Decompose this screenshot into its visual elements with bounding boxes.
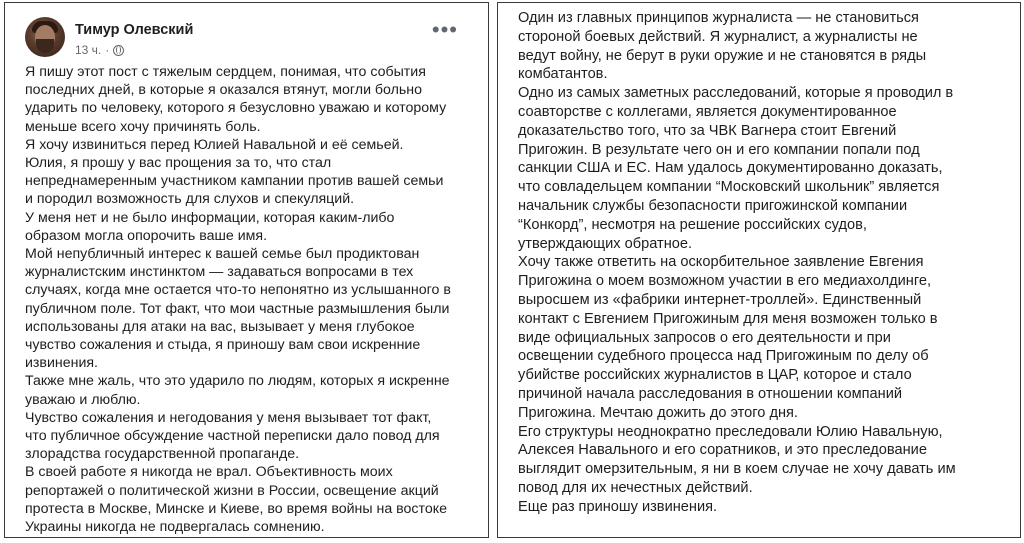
- text-line: случаях, когда мне остается что-то непонятно из услышанного в: [25, 282, 451, 299]
- text-line: протеста в Москве, Минске и Киеве, во время войны на востоке: [25, 500, 448, 517]
- text-line: выросшем из «фабрики интернет-троллей». Единственный: [518, 291, 922, 308]
- text-line: злорадства государственной пропаганде.: [25, 446, 300, 463]
- text-line: доказательство того, что за ЧВК Вагнера стоит Евгений: [518, 122, 897, 139]
- text-line: что публичное обсуждение частной переписки дало повод для: [25, 428, 440, 445]
- text-line: ведут войну, не берут в руки оружие и не становятся в ряды: [518, 47, 927, 64]
- post-text-left: [5, 63, 488, 536]
- text-line: соавторстве с коллегами, является документированное: [518, 103, 897, 120]
- text-line: Чувство сожаления и негодования у меня вызывает тот факт,: [25, 409, 432, 426]
- text-line: Пригожин. В результате чего он и его компании попали под: [518, 141, 920, 158]
- globe-icon: [113, 45, 124, 56]
- text-line: санкции США и ЕС. Нам удалось документированно доказать,: [518, 160, 943, 177]
- post-header: [5, 3, 488, 63]
- text-line: журналистским инстинктом — задаваться вопросами в тех: [25, 264, 414, 281]
- meta-separator: ·: [105, 43, 110, 57]
- text-line: начальник службы безопасности пригожинской компании: [518, 197, 908, 214]
- text-line: Юлия, я прошу у вас прощения за то, что стал: [25, 155, 332, 172]
- text-line: Пригожина. Мечтаю дожить до этого дня.: [518, 404, 798, 421]
- text-line: последних дней, в которые я оказался втянут, могли больно: [25, 82, 423, 99]
- text-line: Алексея Навального и его соратников, и это преследование: [518, 442, 927, 459]
- text-line: Я пишу этот пост с тяжелым сердцем, понимая, что события: [25, 64, 426, 80]
- text-line: Один из главных принципов журналиста — не становиться: [518, 10, 919, 26]
- text-line: Еще раз приношу извинения.: [518, 498, 718, 515]
- text-line: образом могла опорочить ваше имя.: [25, 227, 268, 244]
- post-screenshot-left: [4, 2, 489, 538]
- more-options-icon[interactable]: •••: [431, 17, 458, 42]
- text-line: убийстве российских журналистов в ЦАР, которое и стало: [518, 367, 912, 384]
- text-line: Одно из самых заметных расследований, которые я проводил в: [518, 85, 954, 102]
- text-line: У меня нет и не было информации, которая каким-либо: [25, 209, 395, 226]
- post-text-right: [498, 3, 1020, 517]
- text-line: стороной боевых действий. Я журналист, а журналисты не: [518, 28, 918, 45]
- text-line: уважаю и люблю.: [25, 391, 141, 408]
- text-line: Мой непубличный интерес к вашей семье был продиктован: [25, 246, 420, 263]
- text-line: ударить по человеку, которого я безусловно уважаю и которому: [25, 100, 447, 117]
- text-line: Его структуры неоднократно преследовали Юлию Навальную,: [518, 423, 943, 440]
- text-line: извинения.: [25, 355, 99, 372]
- text-line: меньше всего хочу причинять боль.: [25, 118, 261, 135]
- text-line: публичном поле. Тот факт, что мои частные размышления были: [25, 300, 450, 317]
- text-line: контакт с Евгением Пригожиным для меня возможен только в: [518, 310, 938, 327]
- post-timestamp[interactable]: 13 ч.: [75, 43, 102, 57]
- text-line: и породил возможность для слухов и спекуляций.: [25, 191, 355, 208]
- text-line: использованы для атаки на вас, вызывает у меня глубокое: [25, 318, 415, 335]
- text-line: утверждающих обратное.: [518, 235, 693, 252]
- text-line: Пригожина о моем возможном участии в его медиахолдинге,: [518, 273, 932, 290]
- text-line: виде официальных запросов о его деятельности и при: [518, 329, 891, 346]
- text-line: выглядит омерзительным, я ни в коем случае не хочу давать им: [518, 461, 956, 478]
- text-line: повод для их нечестных действий.: [518, 479, 753, 496]
- text-line: непреднамеренным участником кампании против вашей семьи: [25, 173, 444, 190]
- text-line: Хочу также ответить на оскорбительное заявление Евгения: [518, 254, 924, 271]
- avatar[interactable]: [25, 17, 65, 57]
- text-line: В своей работе я никогда не врал. Объективность моих: [25, 464, 393, 481]
- text-line: Украины никогда не подвергалась сомнению.: [25, 519, 325, 536]
- text-line: комбатантов.: [518, 66, 608, 83]
- text-line: чувство сожаления и стыда, я приношу вам свои искренние: [25, 337, 421, 354]
- post-screenshot-right: [497, 2, 1021, 538]
- text-line: освещении судебного процесса над Пригожиным по делу об: [518, 348, 929, 365]
- text-line: Я хочу извиниться перед Юлией Навальной и её семьей.: [25, 136, 404, 153]
- text-line: “Конкорд”, несмотря на решение российских судов,: [518, 216, 867, 233]
- text-line: причиной начала расследования в отношении компаний: [518, 385, 902, 402]
- post-meta: [75, 43, 124, 57]
- text-line: репортажей о политической жизни в России, освещение акций: [25, 482, 439, 499]
- text-line: что совладельцем компании “Московский школьник” является: [518, 179, 940, 196]
- author-name[interactable]: Тимур Олевский: [75, 22, 194, 38]
- text-line: Также мне жаль, что это ударило по людям, которых я искренне: [25, 373, 450, 390]
- avatar-beard: [36, 39, 54, 53]
